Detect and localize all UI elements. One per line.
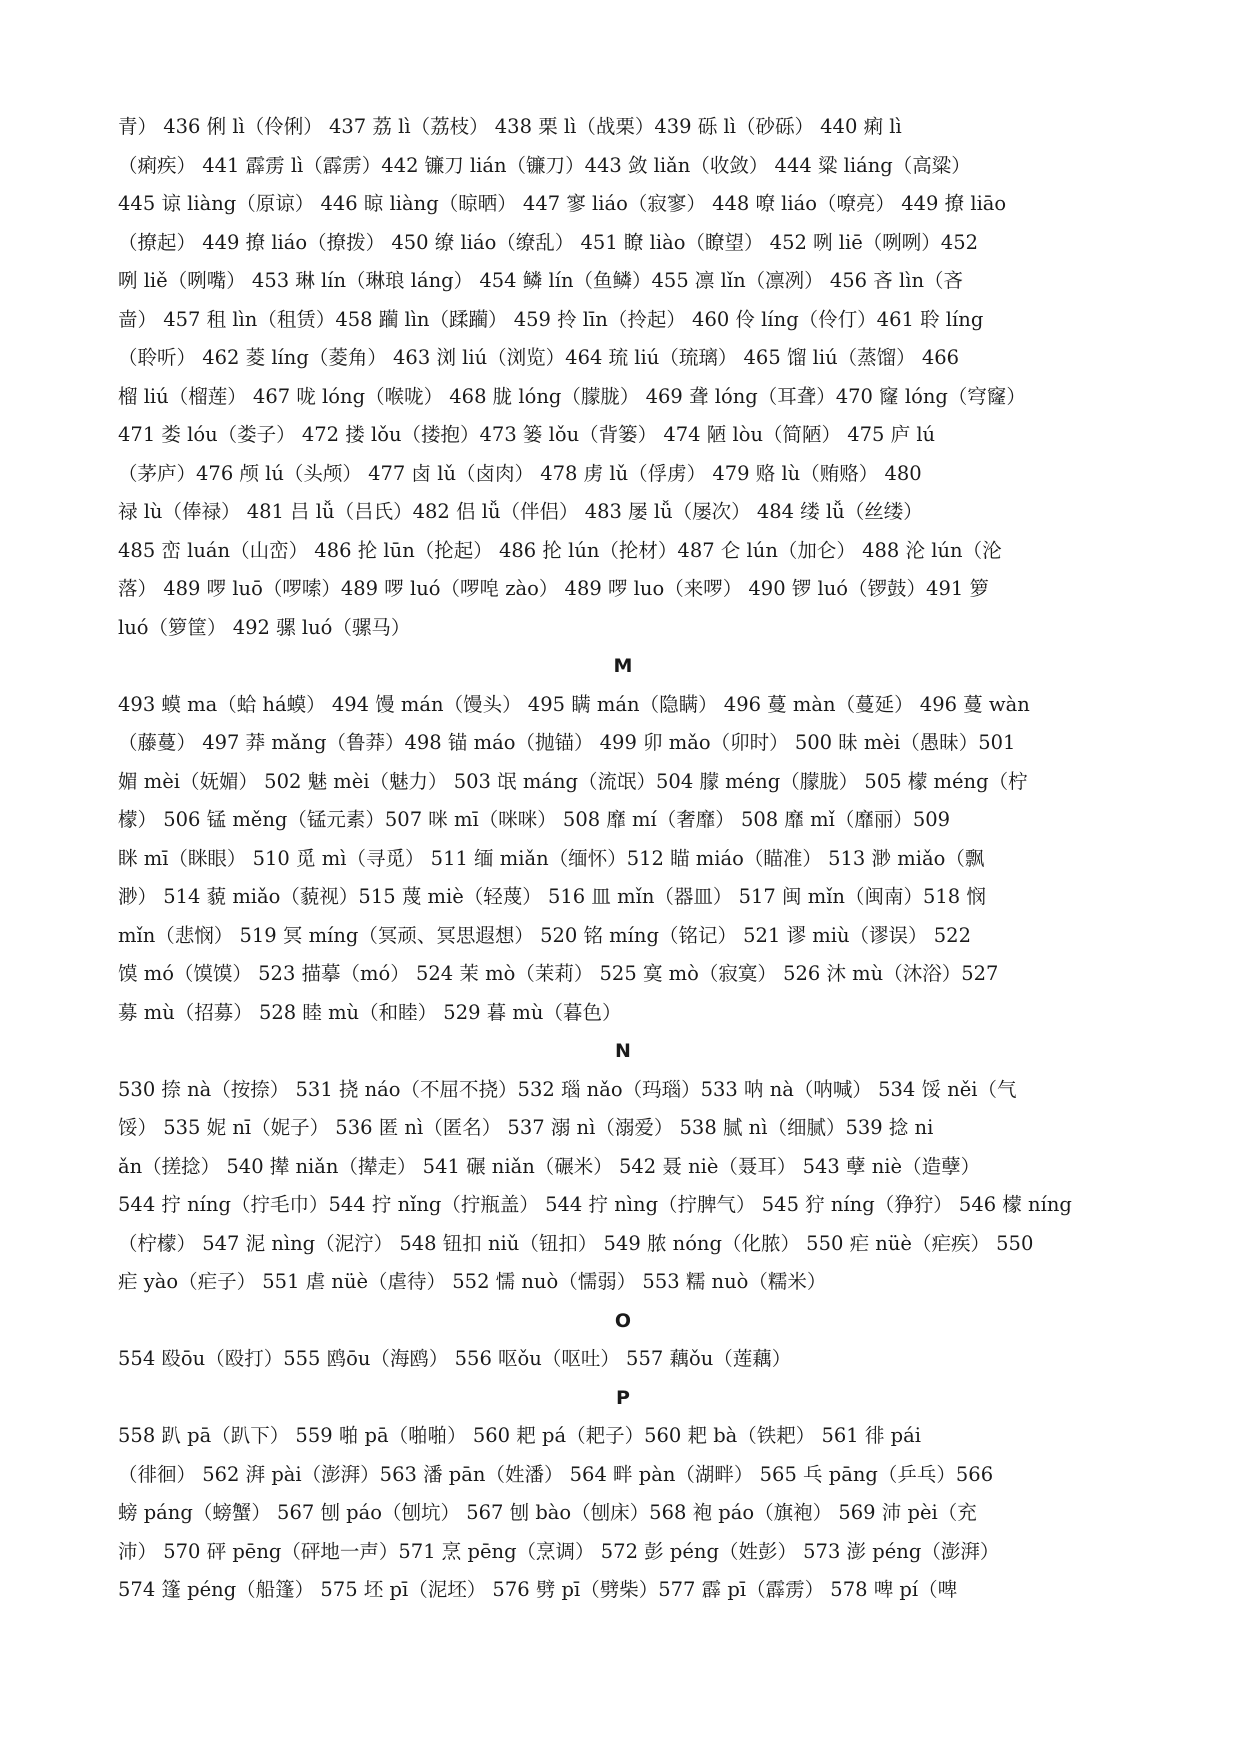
text-line: 沛） 570 砰 pēng（砰地一声）571 烹 pēng（烹调） 572 彭 péng（姓彭） 573 澎 péng（澎湃） — [118, 1539, 1000, 1563]
text-line: （茅庐）476 颅 lú（头颅） 477 卤 lǔ（卤肉） 478 虏 lǔ（俘虏） 479 赂 lù（贿赂） 480 — [118, 461, 922, 485]
text-line: 530 捺 nà（按捺） 531 挠 náo（不屈不挠）532 瑙 nǎo（玛瑙）533 呐 nà（呐喊） 534 馁 něi（气 — [118, 1077, 1017, 1101]
text-line: luó（箩筐） 492 骡 luó（骡马） — [118, 615, 411, 639]
section-heading-m: M — [613, 655, 633, 677]
text-line: （聆听） 462 菱 líng（菱角） 463 浏 liú（浏览）464 琉 liú（琉璃） 465 馏 liú（蒸馏） 466 — [118, 346, 960, 369]
text-line: 咧 liě（咧嘴） 453 琳 lín（琳琅 láng） 454 鳞 lín（鱼鳞）455 凛 lǐn（凛冽） 456 吝 lìn（吝 — [118, 269, 964, 292]
text-line: 媚 mèi（妩媚） 502 魅 mèi（魅力） 503 氓 máng（流氓）504 朦 méng（朦胧） 505 檬 méng（柠 — [118, 769, 1028, 793]
text-line: 檬） 506 锰 měng（锰元素）507 咪 mī（咪咪） 508 靡 mí（奢靡） 508 靡 mǐ（靡丽）509 — [118, 808, 951, 831]
text-line: 禄 lù（俸禄） 481 吕 lǚ（吕氏）482 侣 lǚ（伴侣） 483 屡 lǚ（屡次） 484 缕 lǚ（丝缕） — [118, 500, 923, 523]
section-heading-p: P — [616, 1386, 630, 1409]
text-line: 眯 mī（眯眼） 510 觅 mì（寻觅） 511 缅 miǎn（缅怀）512 瞄 miáo（瞄准） 513 渺 miǎo（飘 — [118, 846, 985, 870]
text-line: 445 谅 liàng（原谅） 446 晾 liàng（晾晒） 447 寥 liáo（寂寥） 448 嘹 liáo（嘹亮） 449 撩 liāo — [118, 192, 1007, 215]
text-line: 558 趴 pā（趴下） 559 啪 pā（啪啪） 560 耙 pá（耙子）560 耙 bà（铁耙） 561 徘 pái — [118, 1424, 921, 1447]
text-line: 554 殴ōu（殴打）555 鸥ōu（海鸥） 556 呕ǒu（呕吐） 557 藕ǒu（莲藕） — [118, 1347, 792, 1370]
text-line: 青） 436 俐 lì（伶俐） 437 荔 lì（荔枝） 438 栗 lì（战栗）439 砾 lì（砂砾） 440 痢 lì — [118, 115, 902, 138]
text-line: （藤蔓） 497 莽 mǎng（鲁莽）498 锚 máo（抛锚） 499 卯 mǎo（卯时） 500 昧 mèi（愚昧）501 — [118, 731, 1016, 754]
document-page — [118, 108, 1128, 1610]
text-line: 馍 mó（馍馍） 523 描摹（mó） 524 茉 mò（茉莉） 525 寞 mò（寂寞） 526 沐 mù（沐浴）527 — [118, 962, 999, 985]
text-line: 馁） 535 妮 nī（妮子） 536 匿 nì（匿名） 537 溺 nì（溺爱） 538 腻 nì（细腻）539 捻 ni — [118, 1116, 934, 1139]
text-line: 渺） 514 藐 miǎo（藐视）515 蔑 miè（轻蔑） 516 皿 mǐn（器皿） 517 闽 mǐn（闽南）518 悯 — [118, 885, 986, 908]
section-heading-n: N — [615, 1040, 631, 1062]
text-line: 落） 489 啰 luō（啰嗦）489 啰 luó（啰唣 zào） 489 啰 luo（来啰） 490 锣 luó（锣鼓）491 箩 — [118, 577, 989, 600]
text-line: 574 篷 péng（船篷） 575 坯 pī（泥坯） 576 劈 pī（劈柴）577 霹 pī（霹雳） 578 啤 pí（啤 — [118, 1578, 958, 1601]
text-line: 募 mù（招募） 528 睦 mù（和睦） 529 暮 mù（暮色） — [118, 1000, 622, 1024]
text-line: mǐn（悲悯） 519 冥 míng（冥顽、冥思遐想） 520 铭 míng（铭记） 521 谬 miù（谬误） 522 — [118, 923, 971, 947]
text-line: 螃 páng（螃蟹） 567 刨 páo（刨坑） 567 刨 bào（刨床）568 袍 páo（旗袍） 569 沛 pèi（充 — [118, 1501, 977, 1524]
text-line: 啬） 457 租 lìn（租赁）458 躏 lìn（蹂躏） 459 拎 līn（拎起） 460 伶 líng（伶仃）461 聆 líng — [118, 307, 984, 331]
text-line: 疟 yào（疟子） 551 虐 nüè（虐待） 552 懦 nuò（懦弱） 553 糯 nuò（糯米） — [118, 1270, 827, 1293]
text-line: （柠檬） 547 泥 nìng（泥泞） 548 钮扣 niǔ（钮扣） 549 脓 nóng（化脓） 550 疟 nüè（疟疾） 550 — [118, 1231, 1034, 1255]
text-line: 471 娄 lóu（娄子） 472 搂 lǒu（搂抱）473 篓 lǒu（背篓） 474 陋 lòu（简陋） 475 庐 lú — [118, 423, 936, 446]
text-line: 544 拧 níng（拧毛巾）544 拧 nǐng（拧瓶盖） 544 拧 nìng（拧脾气） 545 狞 níng（狰狞） 546 檬 níng — [118, 1193, 1072, 1216]
text-line: 493 蟆 ma（蛤 há蟆） 494 馒 mán（馒头） 495 瞒 mán（隐瞒） 496 蔓 màn（蔓延） 496 蔓 wàn — [118, 692, 1030, 716]
text-line: 榴 liú（榴莲） 467 咙 lóng（喉咙） 468 胧 lóng（朦胧） 469 聋 lóng（耳聋）470 窿 lóng（穹窿） — [118, 384, 1026, 408]
text-line: （撩起） 449 撩 liáo（撩拨） 450 缭 liáo（缭乱） 451 瞭 liào（瞭望） 452 咧 liē（咧咧）452 — [118, 230, 979, 254]
text-line: ǎn（搓捻） 540 撵 niǎn（撵走） 541 碾 niǎn（碾米） 542 聂 niè（聂耳） 543 孽 niè（造孽） — [118, 1154, 981, 1178]
text-line: （痢疾） 441 霹雳 lì（霹雳）442 镰刀 lián（镰刀）443 敛 liǎn（收敛） 444 粱 liáng（高粱） — [118, 153, 971, 177]
text-line: 485 峦 luán（山峦） 486 抡 lūn（抡起） 486 抡 lún（抡材）487 仑 lún（加仑） 488 沦 lún（沦 — [118, 538, 1002, 562]
text-line: （徘徊） 562 湃 pài（澎湃）563 潘 pān（姓潘） 564 畔 pàn（湖畔） 565 乓 pāng（乒乓）566 — [118, 1462, 994, 1486]
section-heading-o: O — [614, 1309, 632, 1332]
